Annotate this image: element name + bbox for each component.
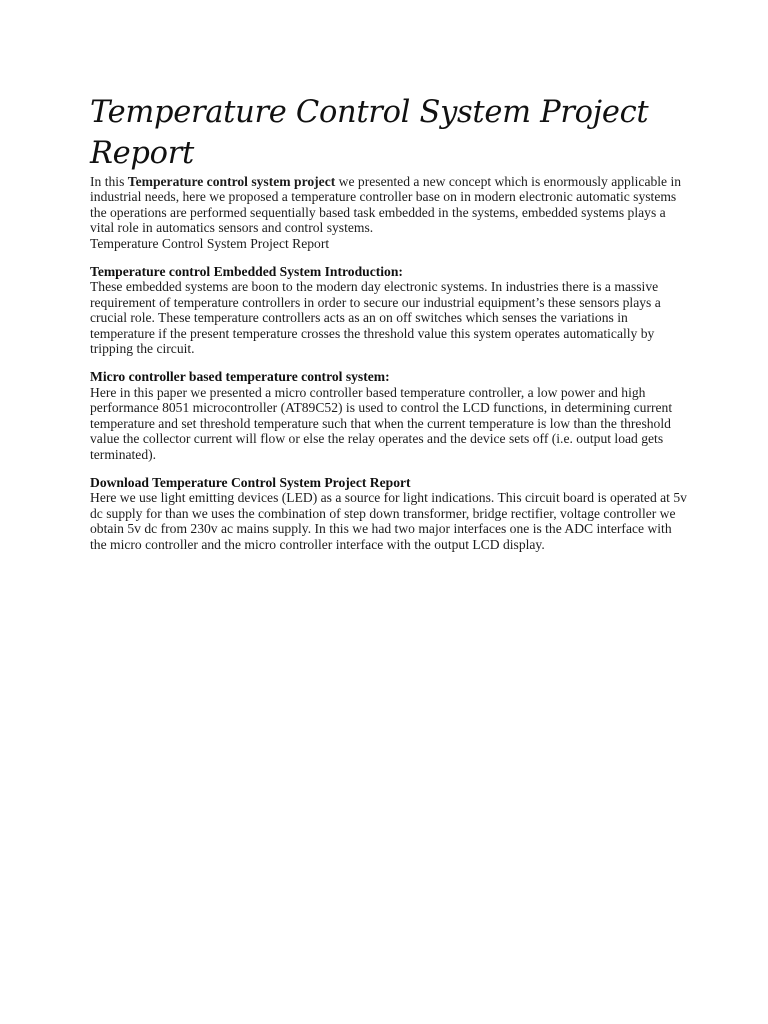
section-body: These embedded systems are boon to the modern day electronic systems. In industries there is a massive requirement of temperature controllers in order to secure our industrial equipment’s these sensors plays a crucial role. These temperature controllers acts as an on off switches which senses the variations in temperature if the present temperature crosses the threshold value this system operates automatically by tripping the circuit. — [90, 279, 661, 357]
intro-paragraph — [90, 174, 690, 236]
section-introduction — [90, 264, 690, 356]
section-heading: Temperature control Embedded System Introduction: — [90, 264, 403, 280]
document-page — [90, 92, 690, 552]
section-body: Here we use light emitting devices (LED) as a source for light indications. This circuit board is operated at 5v dc supply for than we uses the combination of step down transformer, bridge rectifier, voltage controller we obtain 5v dc from 230v ac mains supply. In this we had two major interfaces one is the ADC interface with the micro controller and the micro controller interface with the output LCD display. — [90, 490, 687, 552]
intro-bold-phrase: Temperature control system project — [127, 174, 336, 189]
intro-caption: Temperature Control System Project Report — [90, 235, 330, 251]
intro-lead-text: In this — [90, 174, 128, 189]
section-download — [90, 475, 690, 552]
section-heading: Micro controller based temperature control system: — [90, 369, 390, 385]
section-heading: Download Temperature Control System Project Report — [90, 474, 411, 490]
document-title: Temperature Control System Project Report — [90, 95, 649, 171]
section-microcontroller — [90, 369, 690, 461]
section-body: Here in this paper we presented a micro controller based temperature controller, a low power and high performance 8051 microcontroller (AT89C52) is used to control the LCD functions, in determining current temperature and set threshold temperature such that when the current temperature is low than the threshold value the collector current will flow or else the relay operates and the device sets off (i.e. output load gets terminated). — [90, 384, 673, 462]
intro-body-text: we presented a new concept which is enormously applicable in industrial needs, here we proposed a temperature controller base on in modern electronic automatic systems the operations are performed sequentially based task embedded in the systems, embedded systems plays a vital role in automatics sensors and control systems. — [90, 174, 682, 236]
